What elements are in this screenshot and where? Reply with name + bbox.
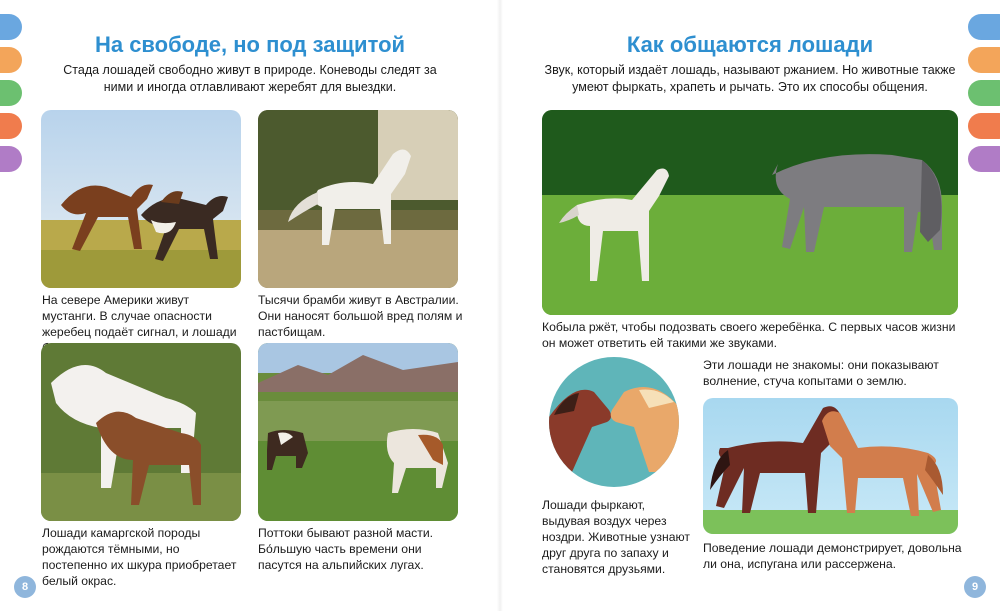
section-tab-red-right [968, 113, 1000, 139]
caption-mare-and-foal: Кобыла ржёт, чтобы подозвать своего жеребёнка. С первых часов жизни он может ответить ей такими же звуками. [542, 320, 956, 350]
caption-horses-snorting: Лошади фыркают, выдувая воздух через ноздри. Животные узнают друг друга по запаху и становятся друзьями. [542, 498, 690, 576]
photo-mustangs [41, 110, 241, 288]
caption-brumby: Тысячи брамби живут в Австралии. Они наносят большой вред полям и пастбищам. [258, 293, 463, 339]
section-tab-green [0, 80, 22, 106]
page-number-right: 9 [964, 576, 986, 598]
caption-horse-behavior: Поведение лошади демонстрирует, довольна ли она, испугана или рассержена. [703, 541, 962, 571]
photo-pottok [258, 343, 458, 521]
caption-mustangs: На севере Америки живут мустанги. В случае опасности жеребец подаёт сигнал, и лошади [42, 293, 237, 339]
illustration-horses-stamping [703, 398, 958, 534]
left-page-intro: Стада лошадей свободно живут в природе. Коневоды следят за ними и иногда отлавливают жеребят для выездки. [63, 63, 437, 94]
caption-camargue: Лошади камаргской породы рождаются тёмными, но постепенно их шкура приобретает белый окрас. [42, 526, 237, 588]
book-spine [497, 0, 503, 611]
caption-unfamiliar-horses: Эти лошади не знакомы: они показывают волнение, стуча копытами о землю. [703, 358, 939, 388]
illustration-horses-snorting [549, 357, 679, 487]
section-tab-orange [0, 47, 22, 73]
photo-brumby [258, 110, 458, 288]
section-tab-green-right [968, 80, 1000, 106]
photo-camargue [41, 343, 241, 521]
right-page-title: Как общаются лошади [626, 32, 874, 57]
section-tab-purple-right [968, 146, 1000, 172]
section-tab-purple [0, 146, 22, 172]
section-tab-blue-right [968, 14, 1000, 40]
right-page-intro: Звук, который издаёт лошадь, называют ржанием. Но животные также умеют фыркать, храпеть и рычать. Это их способы общения. [544, 63, 956, 94]
section-tab-orange-right [968, 47, 1000, 73]
photo-mare-and-foal [542, 110, 958, 315]
section-tab-red [0, 113, 22, 139]
page-number-left: 8 [14, 576, 36, 598]
caption-pottok: Поттоки бывают разной масти. Бо́льшую часть времени они пасутся на альпийских лугах. [258, 526, 434, 572]
section-tab-blue [0, 14, 22, 40]
left-page-title: На свободе, но под защитой [94, 32, 406, 57]
